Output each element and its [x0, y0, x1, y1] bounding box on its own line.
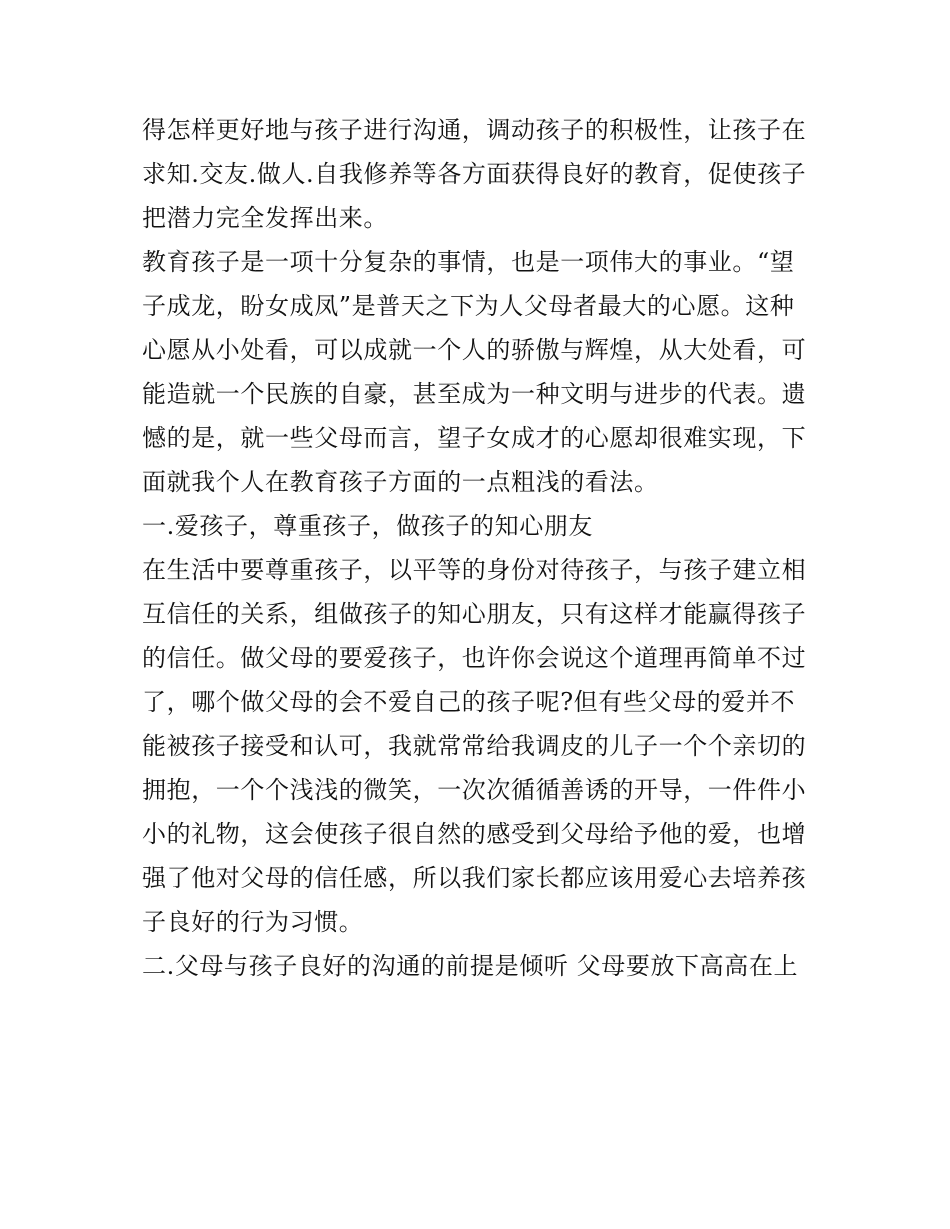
- text-line: 面就我个人在教育孩子方面的一点粗浅的看法。: [142, 468, 659, 496]
- body-text: [142, 108, 822, 988]
- text-line: 能被孩子接受和认可，我就常常给我调皮的儿子一个个亲切的: [142, 732, 807, 760]
- text-line: 互信任的关系，组做孩子的知心朋友，只有这样才能赢得孩子: [142, 600, 807, 628]
- text-line: 把潜力完全发挥出来。: [142, 204, 388, 232]
- text-line: 子良好的行为习惯。: [142, 908, 364, 936]
- text-line: 强了他对父母的信任感，所以我们家长都应该用爱心去培养孩: [142, 864, 807, 892]
- text-line: 得怎样更好地与孩子进行沟通，调动孩子的积极性，让孩子在: [142, 116, 807, 144]
- text-line: 在生活中要尊重孩子，以平等的身份对待孩子，与孩子建立相: [142, 556, 807, 584]
- text-line: 心愿从小处看，可以成就一个人的骄傲与辉煌，从大处看，可: [142, 336, 807, 364]
- text-line: 小的礼物，这会使孩子很自然的感受到父母给予他的爱，也增: [142, 820, 807, 848]
- text-line: 拥抱，一个个浅浅的微笑，一次次循循善诱的开导，一件件小: [142, 776, 807, 804]
- section-heading: 二.父母与孩子良好的沟通的前提是倾听 父母要放下高高在上: [142, 952, 799, 980]
- text-line: 求知.交友.做人.自我修养等各方面获得良好的教育，促使孩子: [142, 160, 807, 188]
- text-line: 能造就一个民族的自豪，甚至成为一种文明与进步的代表。遗: [142, 380, 807, 408]
- text-line: 的信任。做父母的要爱孩子，也许你会说这个道理再简单不过: [142, 644, 807, 672]
- section-heading: 一.爱孩子，尊重孩子，做孩子的知心朋友: [142, 512, 594, 540]
- text-line: 教育孩子是一项十分复杂的事情，也是一项伟大的事业。“望: [142, 248, 795, 276]
- text-line: 憾的是，就一些父母而言，望子女成才的心愿却很难实现，下: [142, 424, 807, 452]
- text-line: 了，哪个做父母的会不爱自己的孩子呢?但有些父母的爱并不: [142, 688, 796, 716]
- text-line: 子成龙，盼女成凤”是普天之下为人父母者最大的心愿。这种: [142, 292, 795, 320]
